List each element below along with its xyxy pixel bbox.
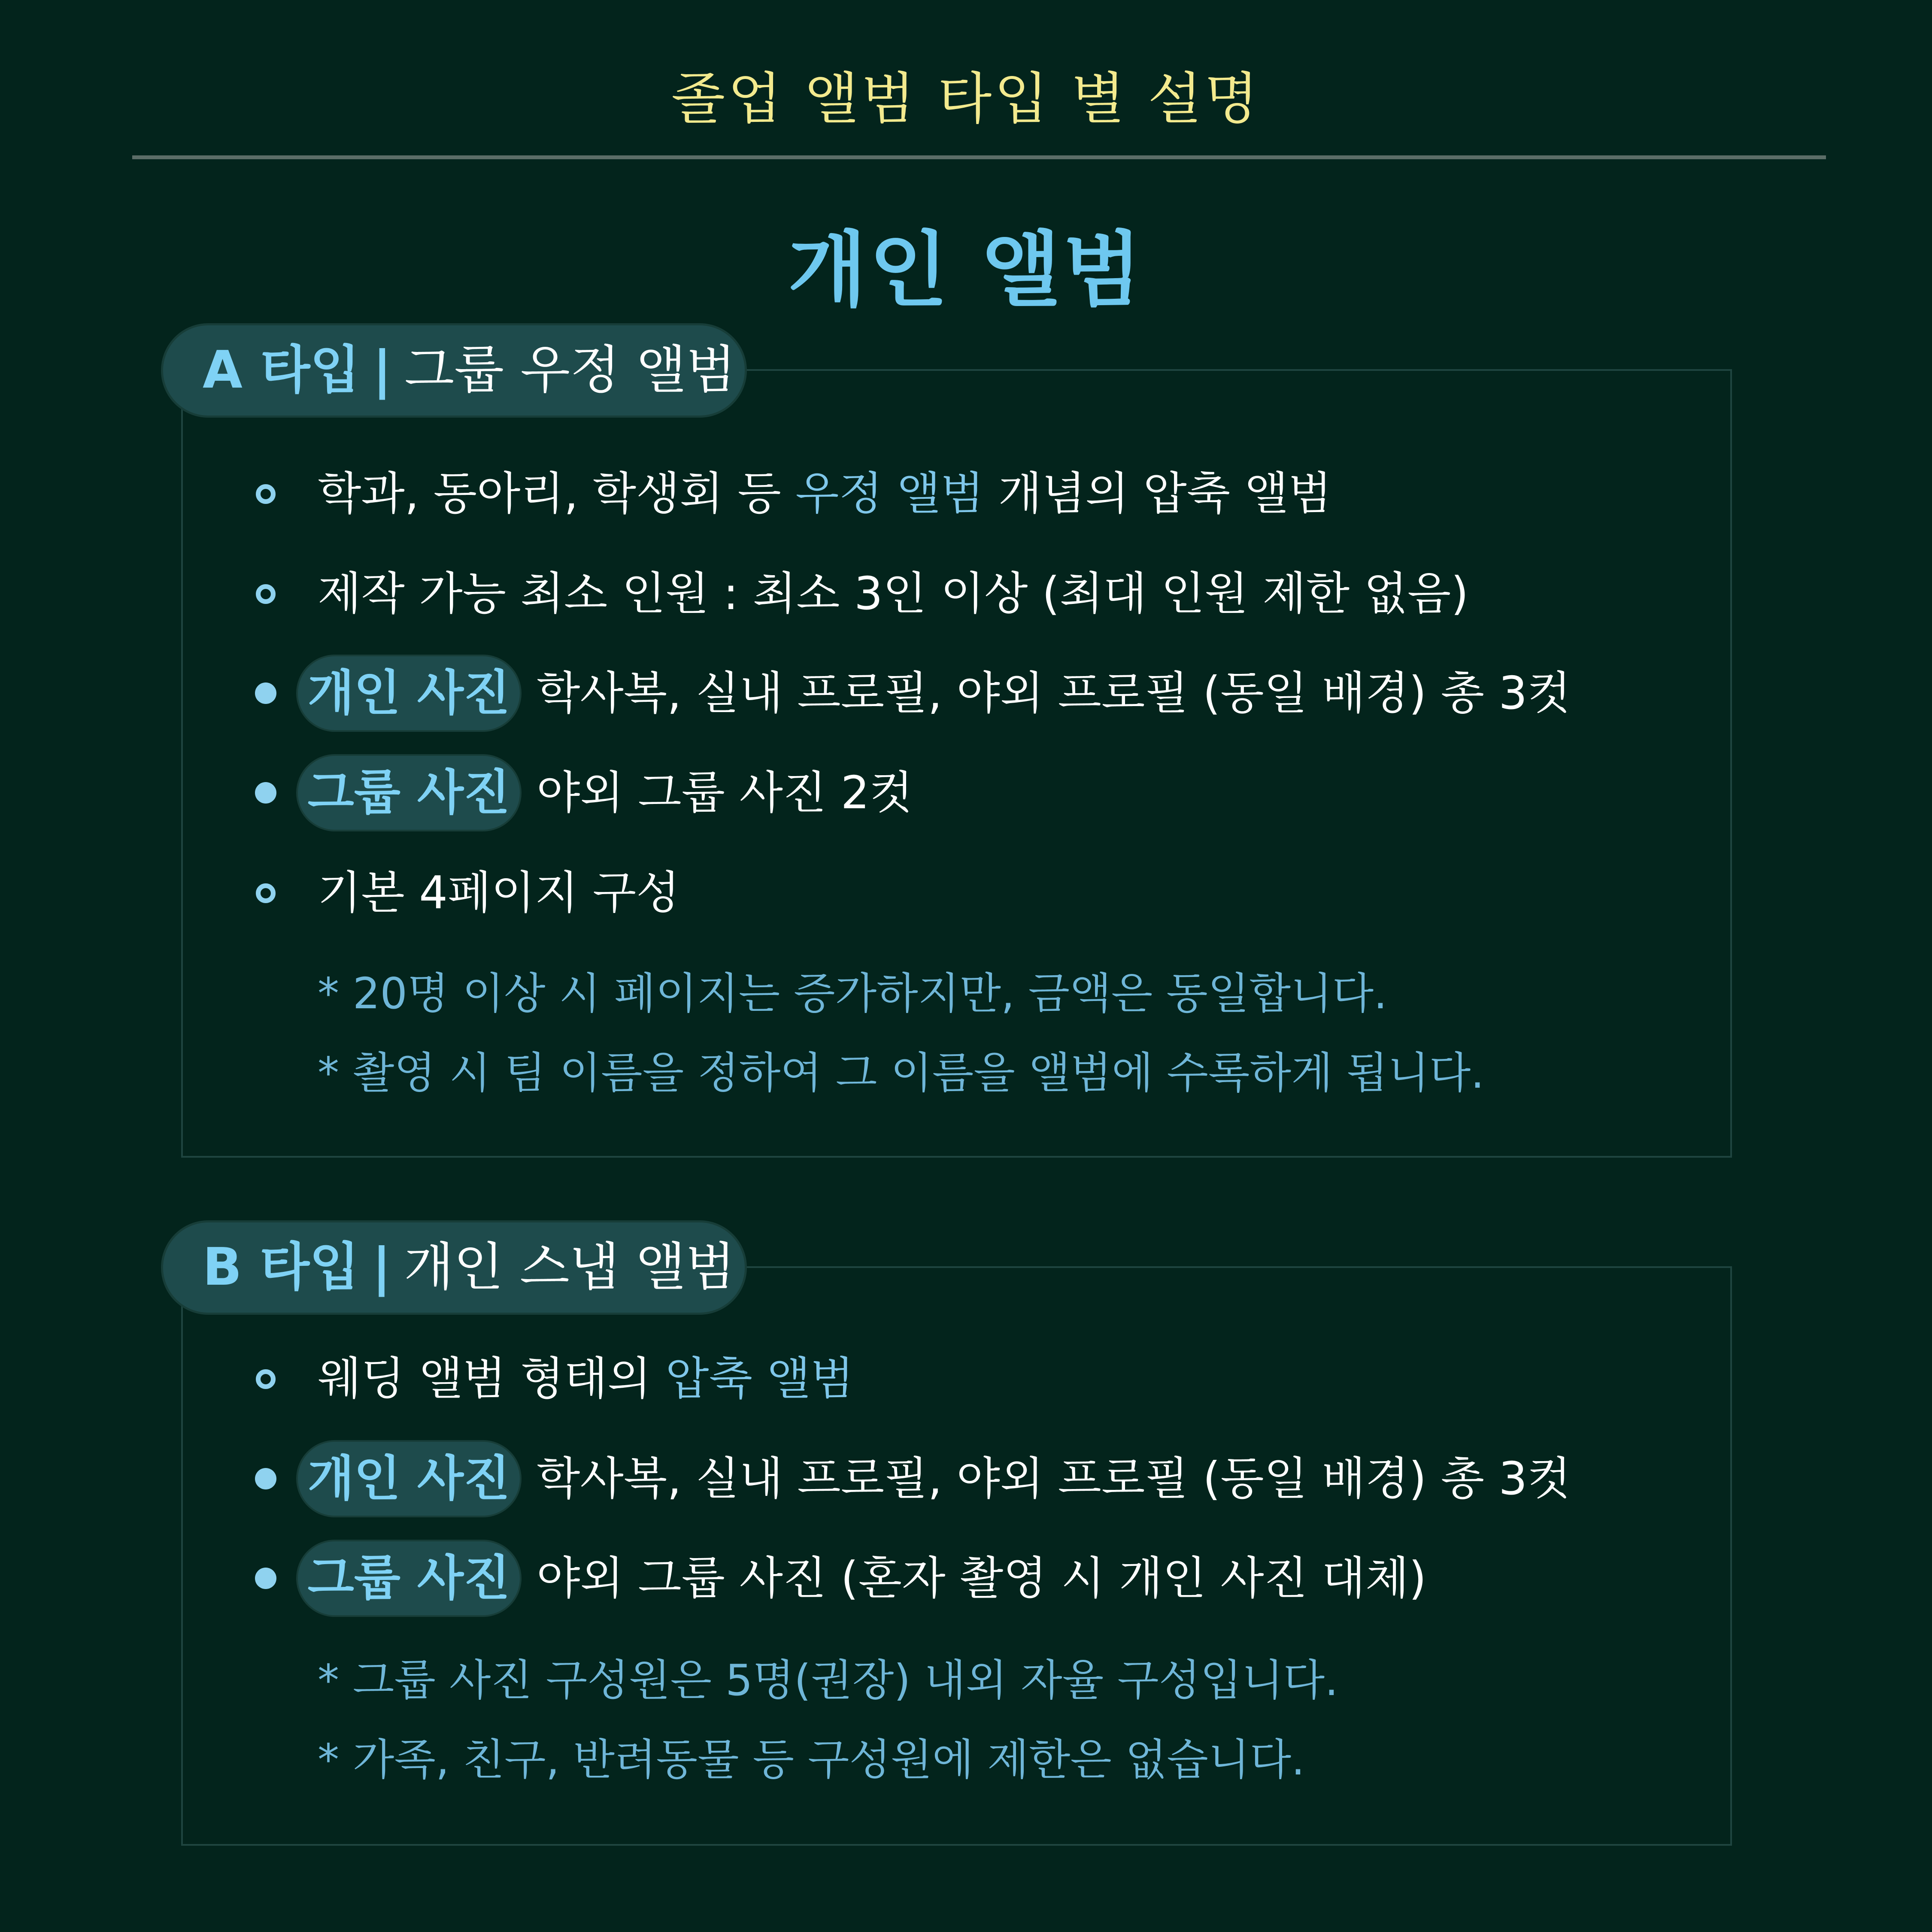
list-item-text: [318, 1351, 854, 1407]
hollow-bullet-icon: [256, 1369, 276, 1389]
note-text: * 20명 이상 시 페이지는 증가하지만, 금액은 동일합니다.: [318, 968, 1387, 1019]
list-item-text: 학사복, 실내 프로필, 야외 프로필 (동일 배경) 총 3컷: [537, 667, 1571, 719]
filled-bullet-icon: [255, 1568, 276, 1589]
filled-bullet-icon: [255, 782, 276, 804]
list-item: [0, 758, 1717, 827]
list-item-text: 제작 가능 최소 인원 : 최소 3인 이상 (최대 인원 제한 없음): [318, 567, 1469, 620]
section-b-type-label: B 타입: [203, 1237, 360, 1297]
list-item: [0, 1544, 1717, 1613]
filled-bullet-icon: [255, 682, 276, 704]
list-item-text: [318, 466, 1331, 522]
list-item: [0, 1444, 1717, 1513]
tag-badge: 개인 사진: [296, 1440, 522, 1517]
section-a-frame-mask: [155, 318, 775, 429]
section-a-type-label: A 타입: [203, 340, 360, 400]
section-b-pill: [161, 1220, 747, 1315]
header-divider: [132, 155, 1826, 159]
note-text: * 촬영 시 팀 이름을 정하여 그 이름을 앨범에 수록하게 됩니다.: [318, 1048, 1485, 1098]
hollow-bullet-icon: [256, 584, 276, 604]
list-item: [0, 559, 1717, 628]
section-a-separator: |: [373, 340, 392, 400]
section-b-separator: |: [372, 1237, 391, 1297]
page-header-title: 졸업 앨범 타입 별 설명: [671, 66, 1261, 131]
hollow-bullet-icon: [256, 883, 276, 903]
list-item: [0, 459, 1717, 528]
item-text-post: 개념의 압축 앨범: [984, 467, 1332, 520]
item-text-highlight: 압축 앨범: [665, 1353, 854, 1405]
list-item-text: 야외 그룹 사진 (혼자 촬영 시 개인 사진 대체): [537, 1552, 1427, 1604]
tag-badge: 그룹 사진: [296, 754, 522, 831]
filled-bullet-icon: [255, 1468, 276, 1489]
list-item-text: 기본 4페이지 구성: [318, 867, 680, 919]
section-a-name: 그룹 우정 앨범: [404, 340, 736, 400]
item-text-highlight: 우정 앨범: [795, 467, 984, 520]
list-item: [0, 1344, 1717, 1413]
section-b-name: 개인 스냅 앨범: [403, 1237, 735, 1297]
tag-badge: 개인 사진: [296, 655, 522, 732]
tag-badge: 그룹 사진: [296, 1540, 522, 1617]
note-text: * 가족, 친구, 반려동물 등 구성원에 제한은 없습니다.: [318, 1735, 1305, 1785]
hollow-bullet-icon: [256, 484, 276, 504]
item-text-pre: 웨딩 앨범 형태의: [318, 1353, 666, 1405]
list-item: [0, 858, 1717, 927]
list-item-text: 학사복, 실내 프로필, 야외 프로필 (동일 배경) 총 3컷: [537, 1453, 1571, 1505]
main-title: 개인 앨범: [788, 223, 1144, 318]
list-item: [0, 659, 1717, 728]
list-item-text: 야외 그룹 사진 2컷: [537, 767, 913, 819]
note-text: * 그룹 사진 구성원은 5명(권장) 내외 자율 구성입니다.: [318, 1655, 1338, 1705]
item-text-pre: 학과, 동아리, 학생회 등: [318, 467, 796, 520]
